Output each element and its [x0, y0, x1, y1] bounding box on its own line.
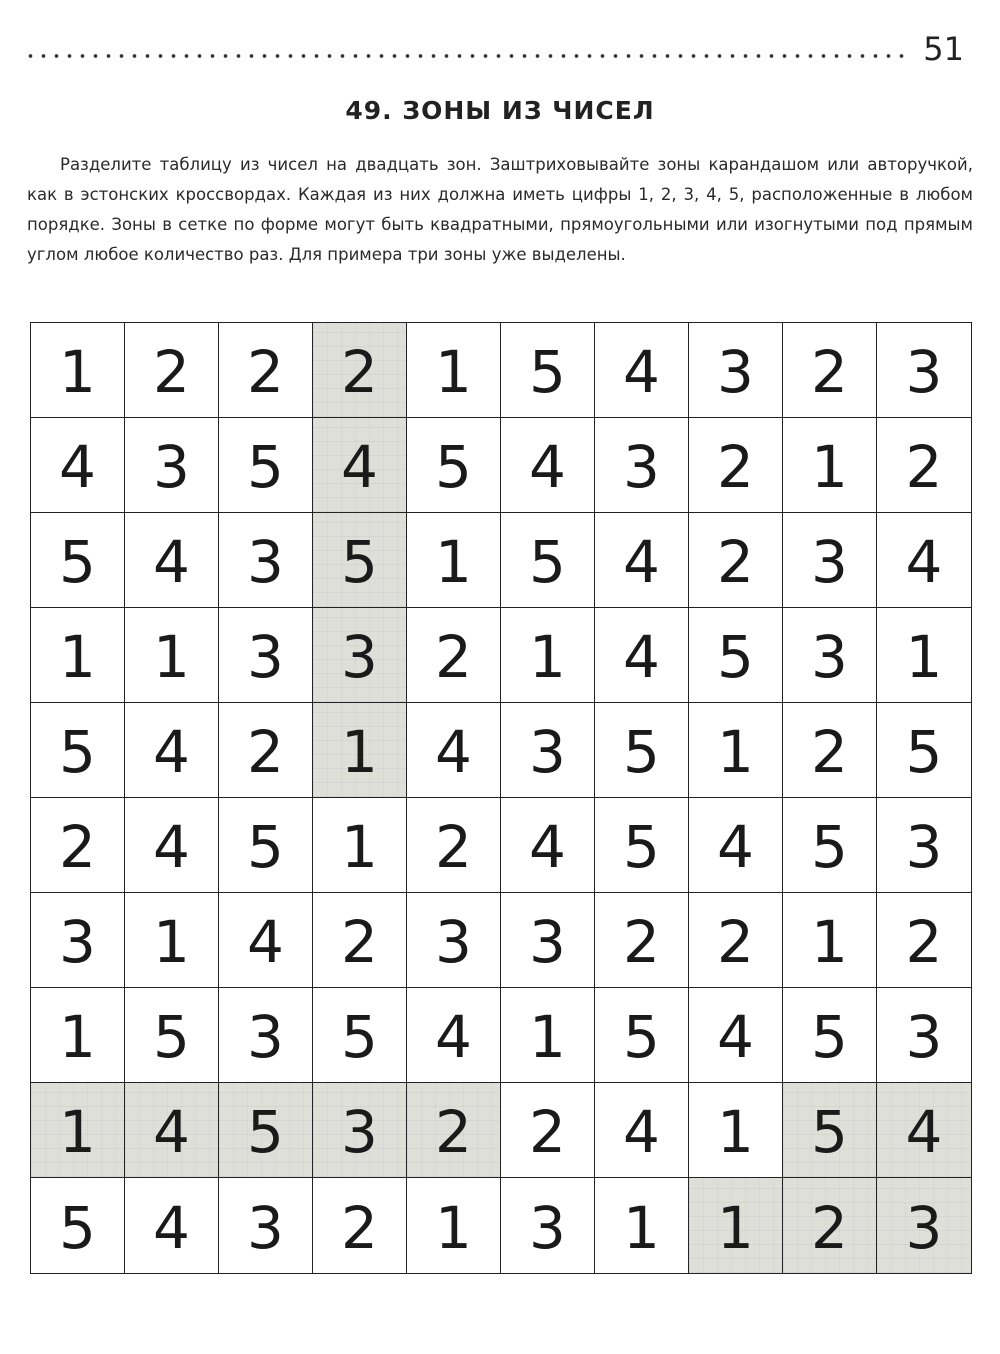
grid-cell[interactable]: 3: [219, 513, 313, 608]
grid-cell[interactable]: 2: [313, 323, 407, 418]
grid-cell[interactable]: 4: [877, 513, 971, 608]
grid-cell[interactable]: 5: [31, 513, 125, 608]
grid-cell[interactable]: 2: [407, 608, 501, 703]
grid-cell[interactable]: 1: [689, 703, 783, 798]
grid-cell[interactable]: 1: [31, 608, 125, 703]
grid-cell[interactable]: 2: [313, 893, 407, 988]
grid-cell[interactable]: 1: [501, 988, 595, 1083]
grid-cell[interactable]: 3: [219, 988, 313, 1083]
grid-cell[interactable]: 4: [125, 513, 219, 608]
grid-cell[interactable]: 1: [125, 608, 219, 703]
grid-cell[interactable]: 4: [501, 418, 595, 513]
grid-cell[interactable]: 5: [501, 513, 595, 608]
grid-cell[interactable]: 3: [595, 418, 689, 513]
grid-cell[interactable]: 4: [313, 418, 407, 513]
grid-cell[interactable]: 5: [877, 703, 971, 798]
grid-cell[interactable]: 5: [783, 798, 877, 893]
grid-cell[interactable]: 1: [125, 893, 219, 988]
grid-cell[interactable]: 2: [783, 703, 877, 798]
grid-cell[interactable]: 2: [689, 893, 783, 988]
grid-cell[interactable]: 4: [125, 703, 219, 798]
grid-cell[interactable]: 1: [407, 513, 501, 608]
grid-cell[interactable]: 3: [219, 608, 313, 703]
grid-cell[interactable]: 5: [313, 513, 407, 608]
grid-cell[interactable]: 4: [877, 1083, 971, 1178]
grid-cell[interactable]: 4: [125, 798, 219, 893]
grid-cell[interactable]: 4: [31, 418, 125, 513]
grid-cell[interactable]: 1: [595, 1178, 689, 1273]
grid-cell[interactable]: 3: [877, 798, 971, 893]
grid-cell[interactable]: 3: [125, 418, 219, 513]
grid-cell[interactable]: 5: [31, 703, 125, 798]
grid-cell[interactable]: 3: [407, 893, 501, 988]
grid-cell[interactable]: 5: [219, 418, 313, 513]
grid-cell[interactable]: 5: [313, 988, 407, 1083]
grid-cell[interactable]: 2: [219, 323, 313, 418]
grid-cell[interactable]: 4: [689, 798, 783, 893]
grid-cell[interactable]: 2: [595, 893, 689, 988]
grid-cell[interactable]: 4: [407, 988, 501, 1083]
grid-cell[interactable]: 1: [877, 608, 971, 703]
grid-cell[interactable]: 1: [31, 1083, 125, 1178]
grid-cell[interactable]: 2: [877, 893, 971, 988]
grid-cell[interactable]: 5: [783, 1083, 877, 1178]
grid-cell[interactable]: 3: [501, 1178, 595, 1273]
grid-cell[interactable]: 2: [31, 798, 125, 893]
puzzle-title: 49. ЗОНЫ ИЗ ЧИСЕЛ: [345, 96, 655, 125]
grid-cell[interactable]: 5: [219, 798, 313, 893]
grid-cell[interactable]: 5: [31, 1178, 125, 1273]
grid-cell[interactable]: 1: [313, 798, 407, 893]
grid-cell[interactable]: 3: [501, 893, 595, 988]
grid-cell[interactable]: 3: [689, 323, 783, 418]
grid-cell[interactable]: 5: [407, 418, 501, 513]
grid-cell[interactable]: 4: [595, 608, 689, 703]
grid-cell[interactable]: 3: [783, 513, 877, 608]
grid-cell[interactable]: 1: [689, 1178, 783, 1273]
grid-cell[interactable]: 5: [689, 608, 783, 703]
grid-cell[interactable]: 5: [595, 703, 689, 798]
page-number: 51: [923, 30, 964, 68]
grid-cell[interactable]: 1: [501, 608, 595, 703]
grid-cell[interactable]: 3: [313, 608, 407, 703]
grid-cell[interactable]: 4: [407, 703, 501, 798]
grid-cell[interactable]: 1: [783, 893, 877, 988]
grid-cell[interactable]: 5: [501, 323, 595, 418]
grid-cell[interactable]: 2: [783, 1178, 877, 1273]
grid-cell[interactable]: 2: [407, 1083, 501, 1178]
grid-cell[interactable]: 4: [595, 1083, 689, 1178]
dotted-divider: [24, 50, 904, 62]
grid-cell[interactable]: 5: [125, 988, 219, 1083]
puzzle-instructions: Разделите таблицу из чисел на двадцать зон. Заштриховывайте зоны карандашом или авторучкой, как в эстонских кроссвордах. Каждая из них должна иметь цифры 1, 2, 3, 4, 5, расположенные в любом порядке. Зоны в сетке по форме могут быть квадратными, прямоугольными или изогнутыми под прямым углом любое количество раз. Для примера три зоны уже выделены.: [27, 155, 973, 264]
grid-cell[interactable]: 3: [877, 323, 971, 418]
grid-cell[interactable]: 4: [595, 513, 689, 608]
number-grid: [30, 322, 972, 1274]
grid-cell[interactable]: 5: [595, 988, 689, 1083]
grid-cell[interactable]: 2: [501, 1083, 595, 1178]
grid-cell[interactable]: 1: [313, 703, 407, 798]
grid-cell[interactable]: 2: [313, 1178, 407, 1273]
grid-cell[interactable]: 3: [219, 1178, 313, 1273]
grid-cell[interactable]: 4: [125, 1178, 219, 1273]
grid-cell[interactable]: 4: [501, 798, 595, 893]
grid-cell[interactable]: 2: [689, 418, 783, 513]
grid-cell[interactable]: 3: [31, 893, 125, 988]
grid-cell[interactable]: 3: [877, 988, 971, 1083]
grid-cell[interactable]: 1: [783, 418, 877, 513]
grid-cell[interactable]: 2: [877, 418, 971, 513]
grid-cell[interactable]: 1: [407, 1178, 501, 1273]
grid-cell[interactable]: 4: [595, 323, 689, 418]
grid-cell[interactable]: 5: [595, 798, 689, 893]
grid-cell[interactable]: 1: [31, 323, 125, 418]
grid-cell[interactable]: 3: [501, 703, 595, 798]
grid-cell[interactable]: 3: [783, 608, 877, 703]
grid-cell[interactable]: 1: [689, 1083, 783, 1178]
grid-cell[interactable]: 3: [313, 1083, 407, 1178]
grid-cell[interactable]: 2: [219, 703, 313, 798]
grid-cell[interactable]: 5: [219, 1083, 313, 1178]
grid-cell[interactable]: 1: [407, 323, 501, 418]
grid-cell[interactable]: 5: [783, 988, 877, 1083]
grid-cell[interactable]: 4: [689, 988, 783, 1083]
grid-cell[interactable]: 2: [407, 798, 501, 893]
grid-cell[interactable]: 3: [877, 1178, 971, 1273]
grid-cell[interactable]: 1: [31, 988, 125, 1083]
grid-cell[interactable]: 2: [783, 323, 877, 418]
grid-cell[interactable]: 2: [689, 513, 783, 608]
grid-cell[interactable]: 2: [125, 323, 219, 418]
grid-cell[interactable]: 4: [219, 893, 313, 988]
grid-cell[interactable]: 4: [125, 1083, 219, 1178]
